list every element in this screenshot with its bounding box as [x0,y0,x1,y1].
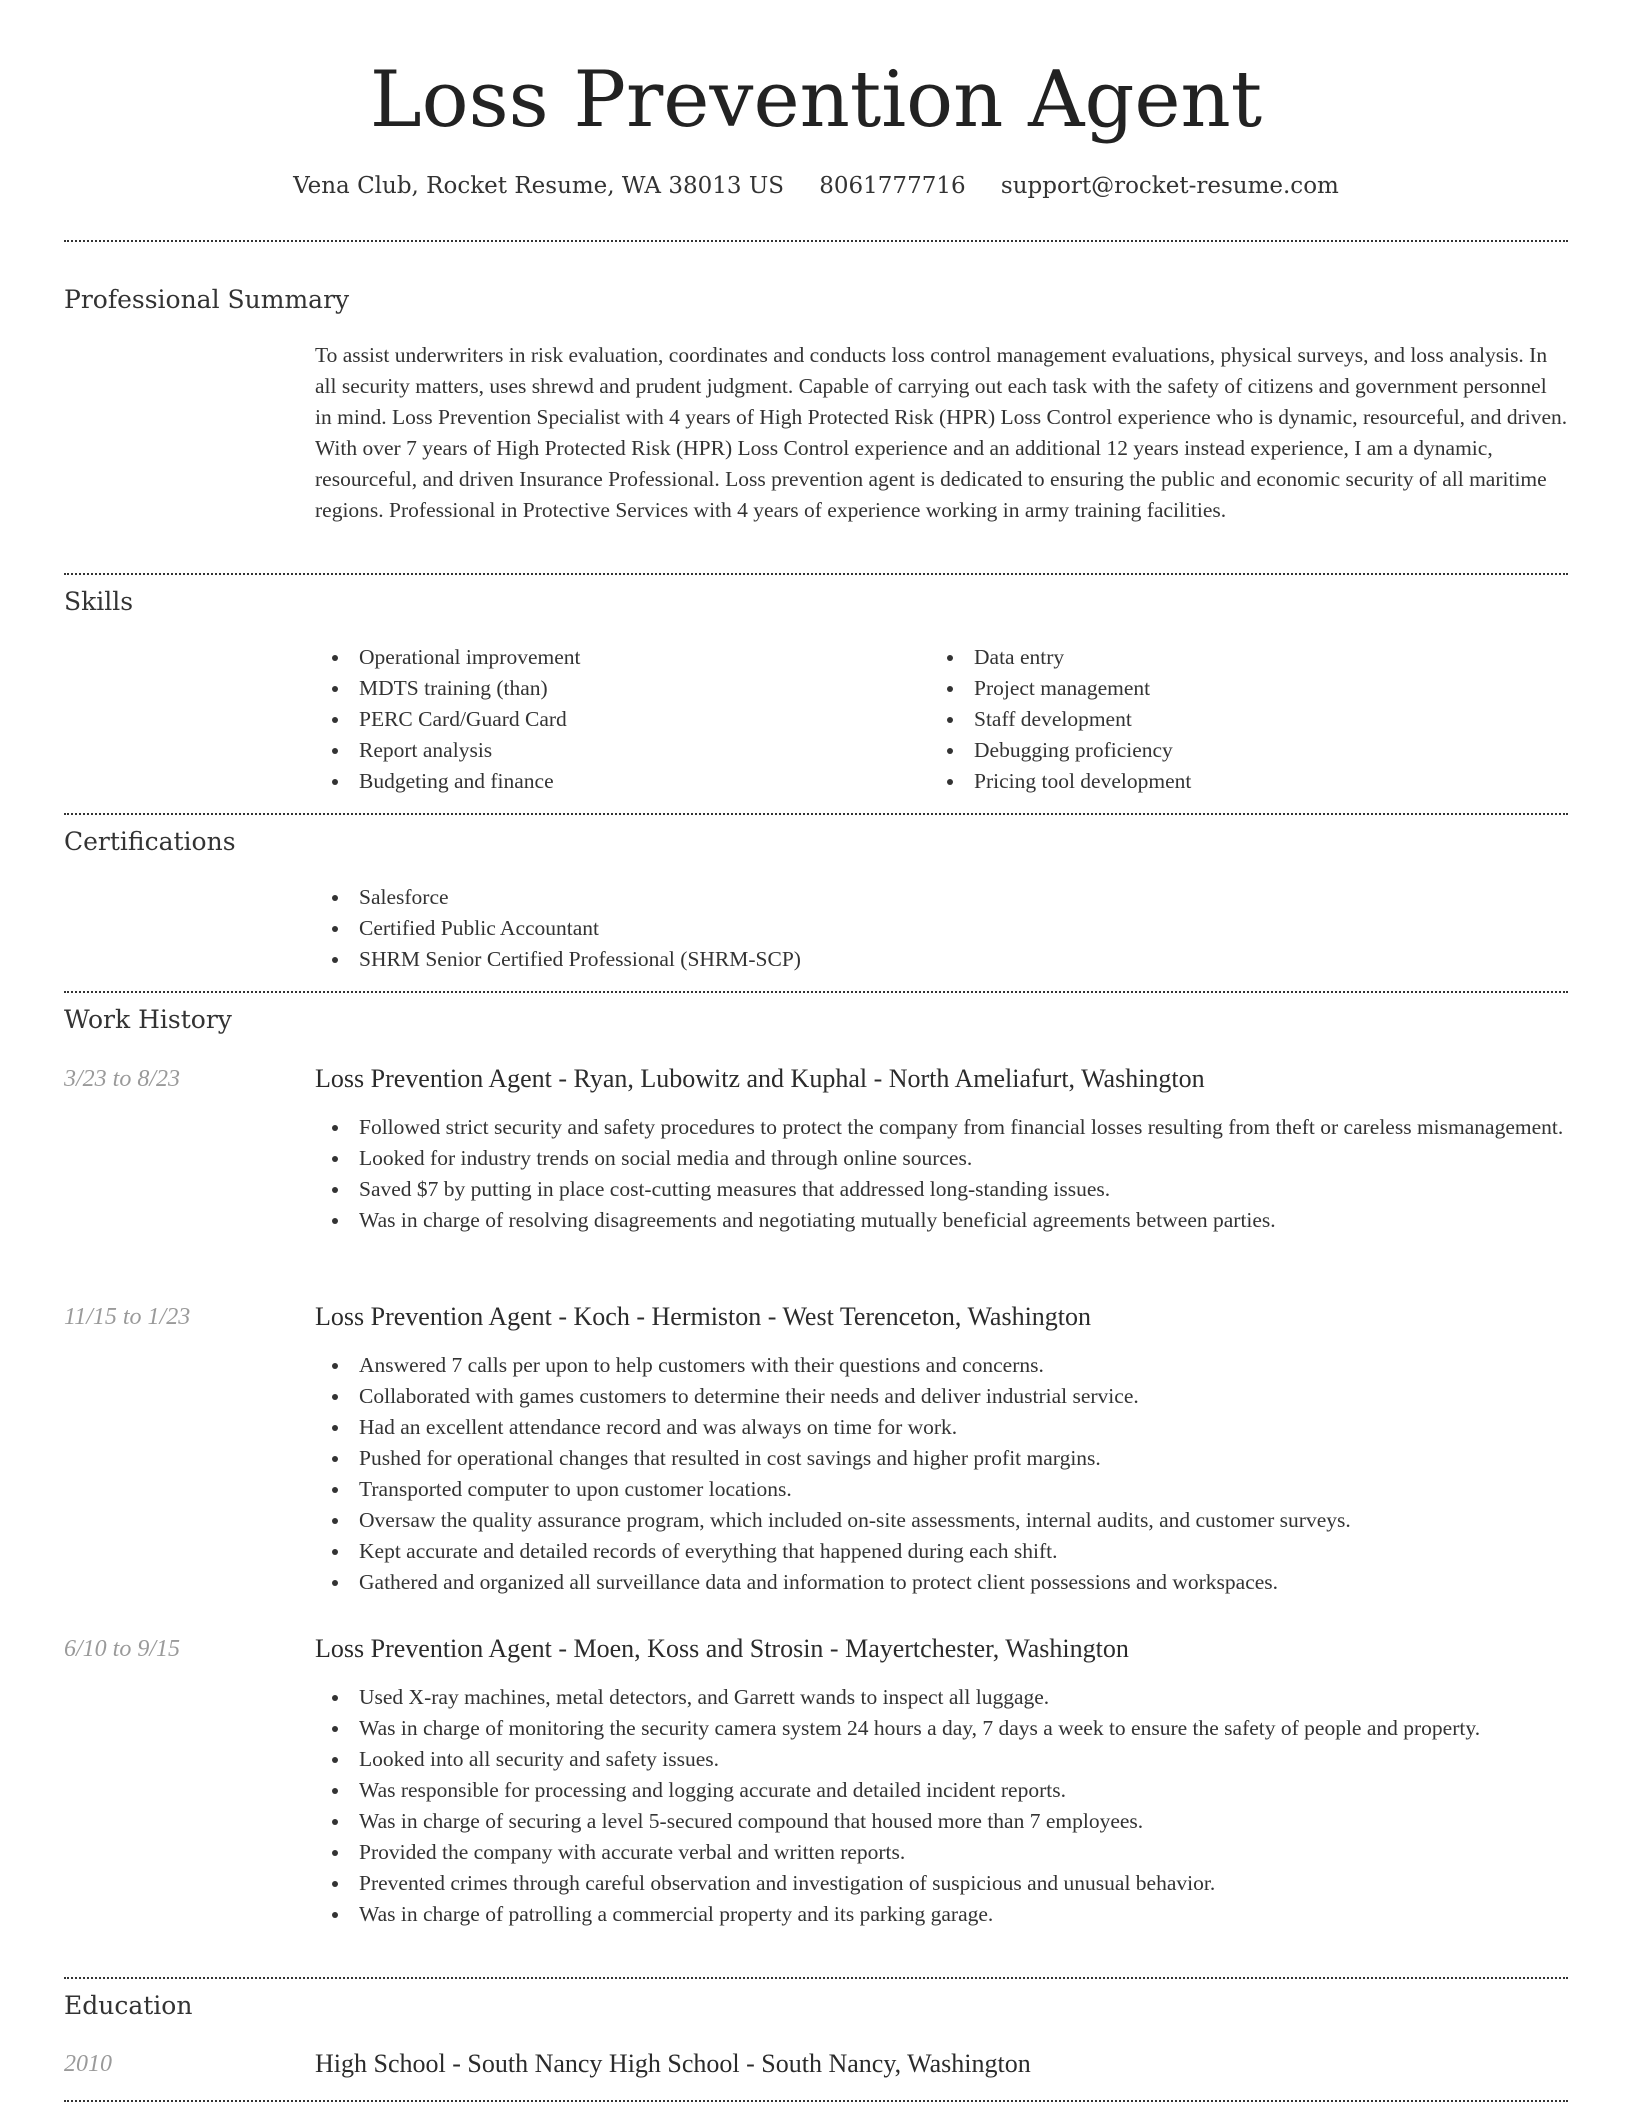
job-bullets [315,1682,1568,1930]
skill-item: Project management [930,673,1530,704]
job-bullet: Answered 7 calls per upon to help customers with their questions and concerns. [315,1350,1568,1381]
job-bullet: Was responsible for processing and logging accurate and detailed incident reports. [315,1775,1568,1806]
job-bullet: Was in charge of securing a level 5-secured compound that housed more than 7 employees. [315,1806,1568,1837]
job-date: 6/10 to 9/15 [64,1636,181,1662]
skill-item: Debugging proficiency [930,735,1530,766]
certifications-list [315,882,1568,975]
skill-item: Data entry [930,642,1530,673]
job-bullet: Followed strict security and safety procedures to protect the company from financial losses resulting from theft or careless mismanagement. [315,1112,1568,1143]
job-bullet: Provided the company with accurate verbal and written reports. [315,1837,1568,1868]
resume-name: Loss Prevention Agent [369,55,1263,145]
job-title: Loss Prevention Agent - Ryan, Lubowitz and Kuphal - North Ameliafurt, Washington [315,1064,1205,1093]
divider [64,1977,1568,1979]
job-bullet: Collaborated with games customers to determine their needs and deliver industrial service. [315,1381,1568,1412]
job-date: 3/23 to 8/23 [64,1066,181,1092]
certification-item: Salesforce [315,882,1568,913]
divider [64,240,1568,242]
job-bullet: Was in charge of resolving disagreements and negotiating mutually beneficial agreements between parties. [315,1205,1568,1236]
contact-line [0,170,1632,202]
summary-text: To assist underwriters in risk evaluation, coordinates and conducts loss control management evaluations, physical surveys, and loss analysis. In all security matters, uses shrewd and prudent judgment. Capable of carrying out each task with the safety of citizens and government personnel in mind. Loss Prevention Specialist with 4 years of High Protected Risk (HPR) Loss Control experience who is dynamic, resourceful, and driven. With over 7 years of High Protected Risk (HPR) Loss Control experience and an additional 12 years instead experience, I am a dynamic, resourceful, and driven Insurance Professional. Loss prevention agent is dedicated to ensuring the public and economic security of all maritime regions. Professional in Protective Services with 4 years of experience working in army training facilities. [315,343,1568,522]
education-date: 2010 [64,2051,112,2077]
skill-item: Pricing tool development [930,766,1530,797]
section-title-certifications: Certifications [64,827,236,856]
contact-email: support@rocket-resume.com [1000,173,1339,199]
job-title: Loss Prevention Agent - Koch - Hermiston - West Terenceton, Washington [315,1302,1092,1331]
job-bullets [315,1350,1568,1598]
job-bullet: Was in charge of patrolling a commercial property and its parking garage. [315,1899,1568,1930]
skill-item: Budgeting and finance [315,766,915,797]
divider [64,2100,1568,2102]
job-date: 11/15 to 1/23 [64,1304,191,1330]
job-bullet: Oversaw the quality assurance program, which included on-site assessments, internal audits, and customer surveys. [315,1505,1568,1536]
divider [64,991,1568,993]
job-title: Loss Prevention Agent - Moen, Koss and Strosin - Mayertchester, Washington [315,1634,1129,1663]
job-bullet: Looked into all security and safety issues. [315,1744,1568,1775]
contact-address: Vena Club, Rocket Resume, WA 38013 US [293,173,784,199]
skill-item: Operational improvement [315,642,915,673]
education-title: High School - South Nancy High School - South Nancy, Washington [315,2049,1031,2078]
divider [64,573,1568,575]
section-title-skills: Skills [64,587,134,616]
certification-item: SHRM Senior Certified Professional (SHRM-SCP) [315,944,1568,975]
job-bullet: Pushed for operational changes that resulted in cost savings and higher profit margins. [315,1443,1568,1474]
job-bullet: Was in charge of monitoring the security camera system 24 hours a day, 7 days a week to ensure the safety of people and property. [315,1713,1568,1744]
divider [64,813,1568,815]
job-bullet: Looked for industry trends on social media and through online sources. [315,1143,1568,1174]
contact-phone: 8061777716 [819,173,966,199]
skill-item: Report analysis [315,735,915,766]
section-title-education: Education [64,1991,193,2020]
skill-item: MDTS training (than) [315,673,915,704]
job-bullet: Kept accurate and detailed records of everything that happened during each shift. [315,1536,1568,1567]
job-bullet: Prevented crimes through careful observation and investigation of suspicious and unusual behavior. [315,1868,1568,1899]
skill-item: Staff development [930,704,1530,735]
skills-list-right [930,642,1530,797]
skills-list-left [315,642,915,797]
certification-item: Certified Public Accountant [315,913,1568,944]
job-bullet: Transported computer to upon customer locations. [315,1474,1568,1505]
job-bullet: Had an excellent attendance record and was always on time for work. [315,1412,1568,1443]
job-bullet: Saved $7 by putting in place cost-cutting measures that addressed long-standing issues. [315,1174,1568,1205]
section-title-work-history: Work History [64,1005,232,1034]
job-bullets [315,1112,1568,1236]
skill-item: PERC Card/Guard Card [315,704,915,735]
section-title-summary: Professional Summary [64,285,350,314]
job-bullet: Used X-ray machines, metal detectors, and Garrett wands to inspect all luggage. [315,1682,1568,1713]
job-bullet: Gathered and organized all surveillance data and information to protect client possessions and workspaces. [315,1567,1568,1598]
